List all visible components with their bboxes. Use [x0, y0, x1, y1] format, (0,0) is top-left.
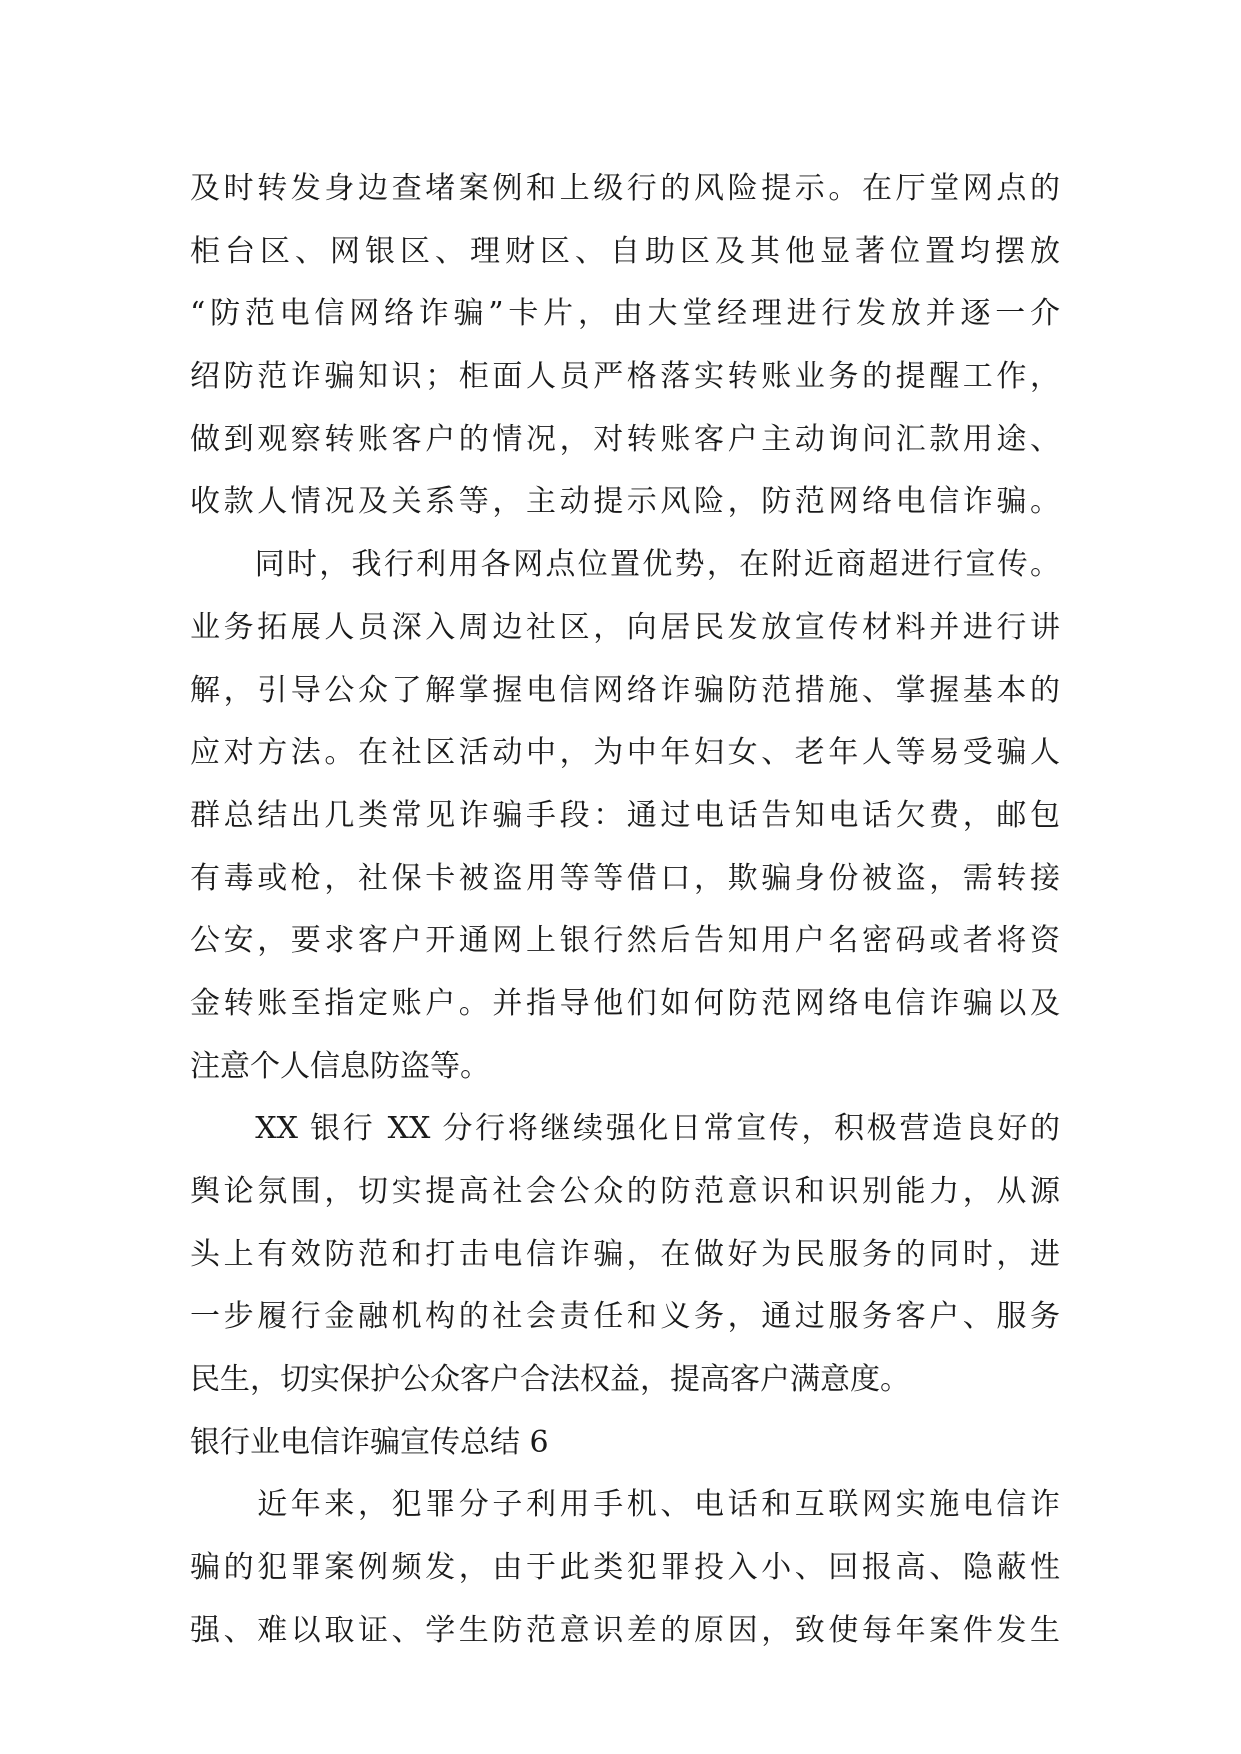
- text-line: 骗的犯罪案例频发，由于此类犯罪投入小、回报高、隐蔽性: [190, 1550, 1060, 1586]
- text-line: 近年来，犯罪分子利用手机、电话和互联网实施电信诈: [190, 1487, 1060, 1523]
- text-line: 柜台区、网银区、理财区、自助区及其他显著位置均摆放: [190, 233, 1060, 269]
- text-line: 舆论氛围，切实提高社会公众的防范意识和识别能力，从源: [190, 1174, 1060, 1209]
- text-line: 金转账至指定账户。并指导他们如何防范网络电信诈骗以及: [190, 985, 1060, 1021]
- text-line: XX 银行 XX 分行将继续强化日常宣传，积极营造良好的: [190, 1111, 1060, 1147]
- text-line: 同时，我行利用各网点位置优势，在附近商超进行宣传。: [190, 547, 1060, 583]
- text-line: 有毒或枪，社保卡被盗用等等借口，欺骗身份被盗，需转接: [190, 860, 1060, 896]
- text-line: 及时转发身边查堵案例和上级行的风险提示。在厅堂网点的: [190, 171, 1060, 206]
- text-line: 解，引导公众了解掌握电信网络诈骗防范措施、掌握基本的: [190, 672, 1060, 708]
- text-line: 应对方法。在社区活动中，为中年妇女、老年人等易受骗人: [190, 735, 1060, 771]
- document-body: [190, 158, 1060, 1663]
- text-line: 公安，要求客户开通网上银行然后告知用户名密码或者将资: [190, 923, 1060, 959]
- text-line: 业务拓展人员深入周边社区，向居民发放宣传材料并进行讲: [190, 609, 1060, 645]
- text-line: 民生，切实保护公众客户合法权益，提高客户满意度。: [190, 1362, 910, 1398]
- section-heading: 银行业电信诈骗宣传总结 6: [190, 1424, 549, 1460]
- text-line: 群总结出几类常见诈骗手段：通过电话告知电话欠费，邮包: [190, 797, 1060, 833]
- text-line: 绍防范诈骗知识；柜面人员严格落实转账业务的提醒工作，: [190, 359, 1060, 395]
- text-line: 一步履行金融机构的社会责任和义务，通过服务客户、服务: [190, 1299, 1060, 1335]
- text-line: 做到观察转账客户的情况，对转账客户主动询问汇款用途、: [190, 421, 1060, 457]
- text-line: “防范电信网络诈骗”卡片，由大堂经理进行发放并逐一介: [190, 296, 1060, 332]
- text-line: 强、难以取证、学生防范意识差的原因，致使每年案件发生: [190, 1612, 1060, 1648]
- text-line: 注意个人信息防盗等。: [190, 1048, 490, 1084]
- text-line: 头上有效防范和打击电信诈骗，在做好为民服务的同时，进: [190, 1236, 1060, 1272]
- text-line: 收款人情况及关系等，主动提示风险，防范网络电信诈骗。: [190, 484, 1060, 520]
